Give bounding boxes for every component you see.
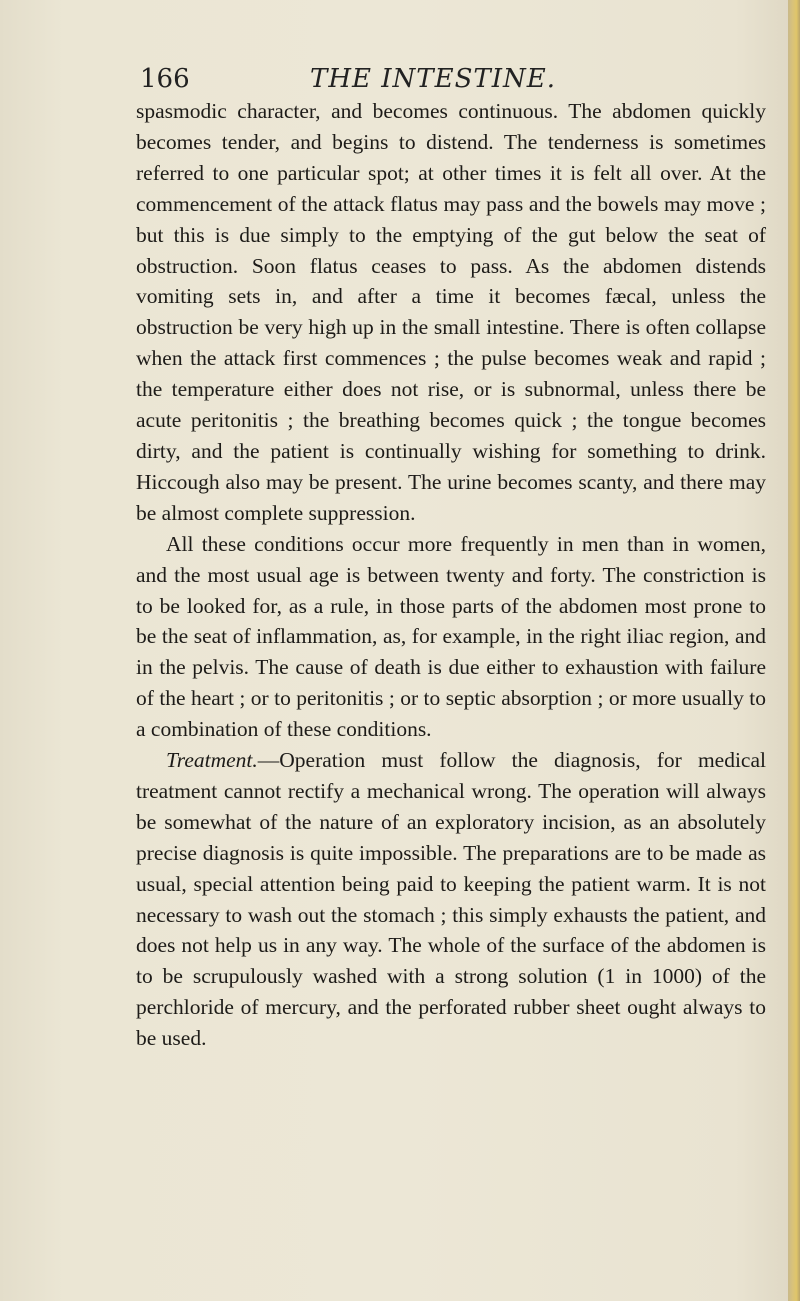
treatment-text: —Operation must follow the diagnosis, for medical treatment cannot rectify a mechanical wrong. The operation will always be somewhat of the nature of an exploratory incision, as an absolutely precise diagnosis is quite impossible. The preparations are to be made as usual, special attention being paid to keeping the patient warm. It is not necessary to wash out the stomach ; this simply exhausts the patient, and does not help us in any way. The whole of the surface of the abdomen is to be scrupulously washed with a strong solution (1 in 1000) of the perchloride of mercury, and the perforated rubber sheet ought always to be used. [136,748,766,1051]
running-title: THE INTESTINE. [310,64,557,94]
page-number: 166 [140,64,190,94]
paragraph-conditions: All these conditions occur more frequently in men than in women, and the most usual age is between twenty and forty. The constriction is to be looked for, as a rule, in those parts of the abdomen most prone to be the seat of inflammation, as, for example, in the right iliac region, and in the pelvis. The cause of death is due either to exhaustion with failure of the heart ; or to peritonitis ; or to septic absorption ; or more usually to a combination of these conditions. [136,531,766,742]
paragraph-treatment [136,745,766,1054]
treatment-heading: Treatment. [166,748,258,773]
body-text [136,96,766,1054]
page-header [140,64,760,100]
paragraph-symptoms: spasmodic character, and becomes continuous. The abdomen quickly becomes tender, and begins to distend. The tenderness is sometimes referred to one particular spot; at other times it is felt all over. At the commencement of the attack flatus may pass and the bowels may move ; but this is due simply to the emptying of the gut below the seat of obstruction. Soon flatus ceases to pass. As the abdomen distends vomiting sets in, and after a time it becomes fæcal, unless the obstruction be very high up in the small intestine. There is often collapse when the attack first commences ; the pulse becomes weak and rapid ; the temperature either does not rise, or is subnormal, unless there be acute peritonitis ; the breathing becomes quick ; the tongue becomes dirty, and the patient is continually wishing for something to drink. Hiccough also may be present. The urine becomes scanty, and there may be almost complete suppression. [136,99,766,525]
page-edge [788,0,800,1301]
